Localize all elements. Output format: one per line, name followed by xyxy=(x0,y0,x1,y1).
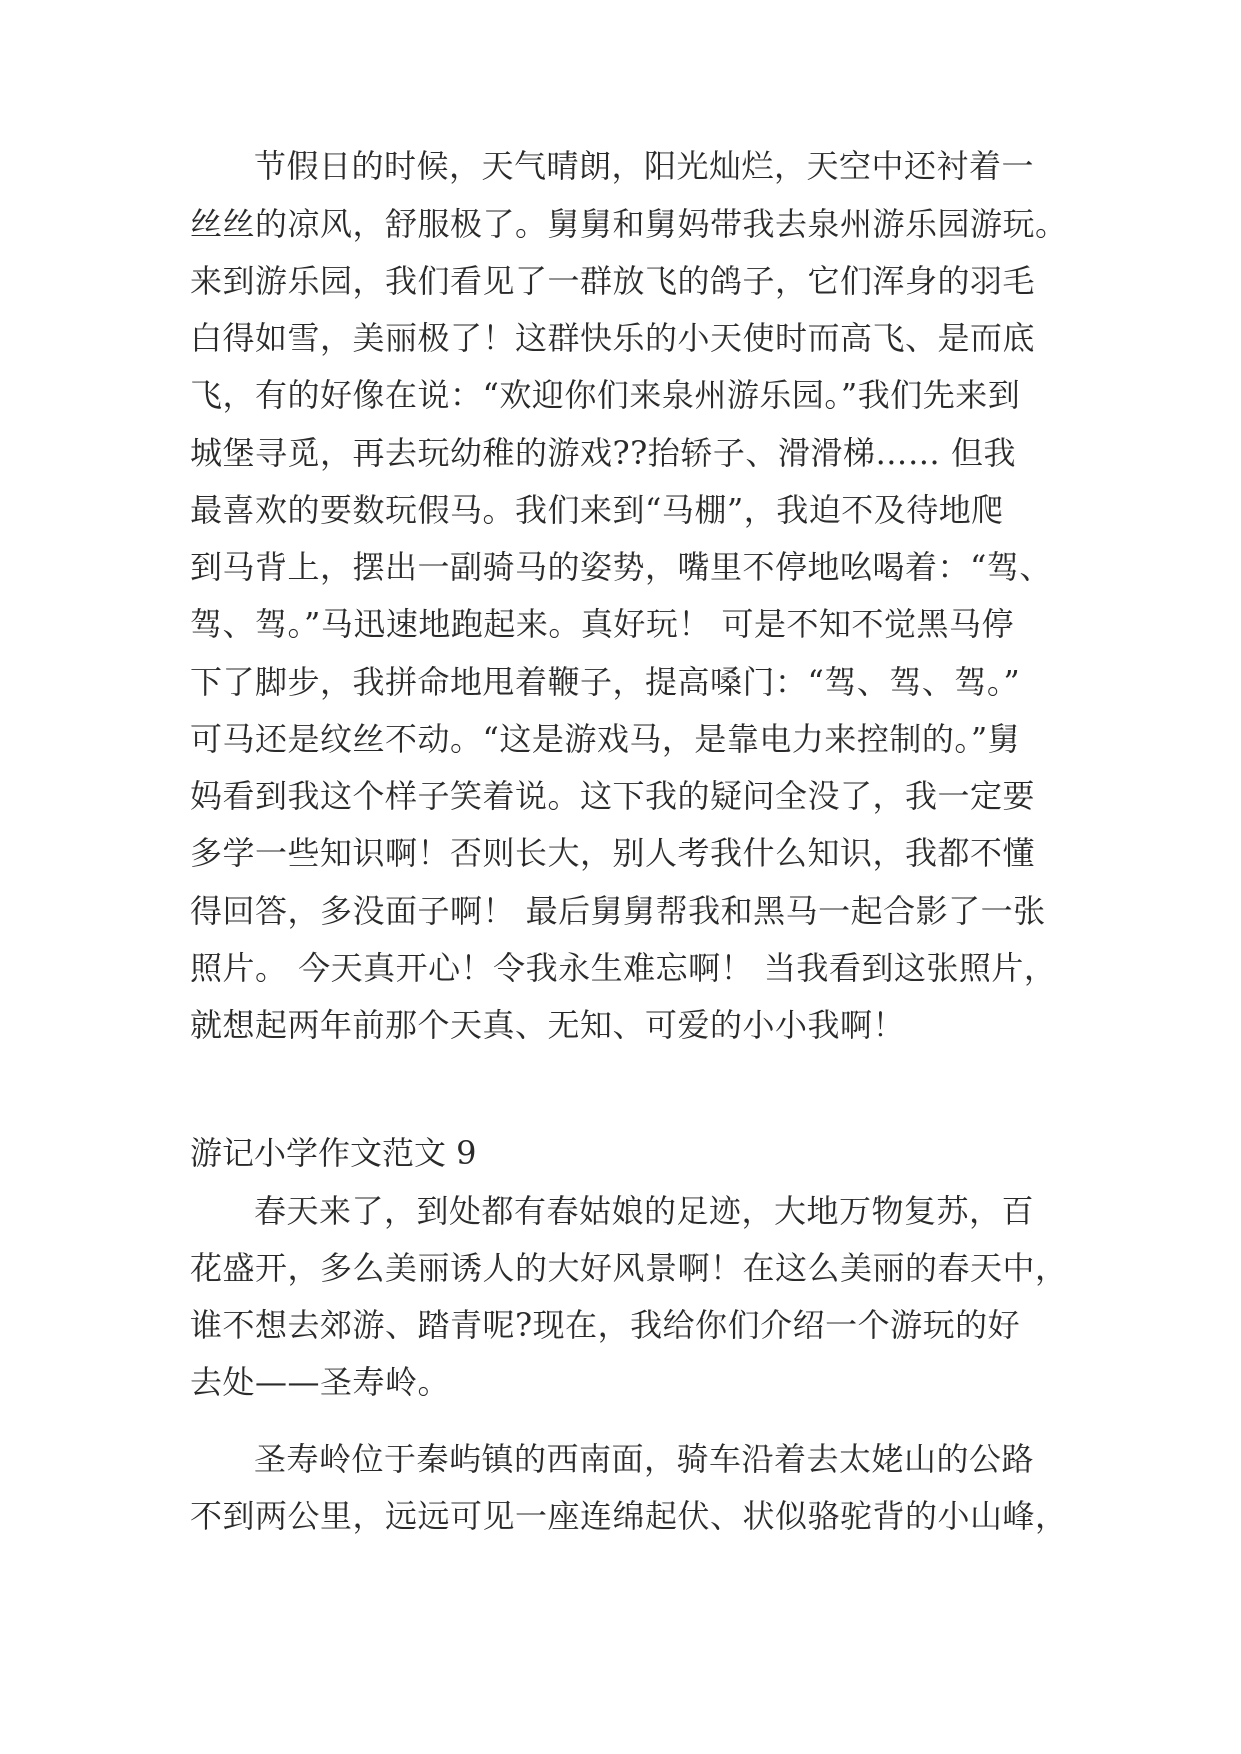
text-line: 丝丝的凉风，舒服极了。舅舅和舅妈带我去泉州游乐园游玩。 xyxy=(190,205,1068,243)
text-line: 谁不想去郊游、踏青呢?现在，我给你们介绍一个游玩的好 xyxy=(190,1306,1021,1344)
text-line: 圣寿岭位于秦屿镇的西南面，骑车沿着去太姥山的公路 xyxy=(254,1440,1035,1478)
text-line: 节假日的时候，天气晴朗，阳光灿烂，天空中还衬着一 xyxy=(254,147,1035,185)
text-line: 到马背上，摆出一副骑马的姿势，嘴里不停地吆喝着：“驾、 xyxy=(190,548,1052,586)
text-line: 下了脚步，我拼命地甩着鞭子，提高嗓门：“驾、驾、驾。” xyxy=(190,663,1021,701)
text-line: 花盛开，多么美丽诱人的大好风景啊！在这么美丽的春天中， xyxy=(190,1249,1068,1287)
text-line: 飞，有的好像在说：“欢迎你们来泉州游乐园。”我们先来到 xyxy=(190,376,1021,414)
text-line: 不到两公里，远远可见一座连绵起伏、状似骆驼背的小山峰， xyxy=(190,1497,1068,1535)
text-line: 多学一些知识啊！否则长大，别人考我什么知识，我都不懂 xyxy=(190,834,1036,872)
section-title: 游记小学作文范文 9 xyxy=(190,1134,477,1172)
text-line: 可马还是纹丝不动。“这是游戏马，是靠电力来控制的。”舅 xyxy=(190,720,1021,758)
text-line: 照片。 今天真开心！令我永生难忘啊！ 当我看到这张照片， xyxy=(190,949,1057,987)
text-line: 去处——圣寿岭。 xyxy=(190,1363,451,1401)
text-line: 春天来了，到处都有春姑娘的足迹，大地万物复苏，百 xyxy=(254,1192,1035,1230)
text-line: 就想起两年前那个天真、无知、可爱的小小我啊！ xyxy=(190,1006,906,1044)
text-line: 白得如雪，美丽极了！这群快乐的小天使时而高飞、是而底 xyxy=(190,319,1036,357)
text-line: 来到游乐园，我们看见了一群放飞的鸽子，它们浑身的羽毛 xyxy=(190,262,1036,300)
text-line: 最喜欢的要数玩假马。我们来到“马棚”，我迫不及待地爬 xyxy=(190,491,1004,529)
text-line: 得回答，多没面子啊！ 最后舅舅帮我和黑马一起合影了一张 xyxy=(190,892,1046,930)
text-line: 妈看到我这个样子笑着说。这下我的疑问全没了，我一定要 xyxy=(190,777,1036,815)
text-line: 驾、驾。”马迅速地跑起来。真好玩！ 可是不知不觉黑马停 xyxy=(190,605,1015,643)
text-line: 城堡寻觅，再去玩幼稚的游戏??抬轿子、滑滑梯…… 但我 xyxy=(190,434,1016,472)
